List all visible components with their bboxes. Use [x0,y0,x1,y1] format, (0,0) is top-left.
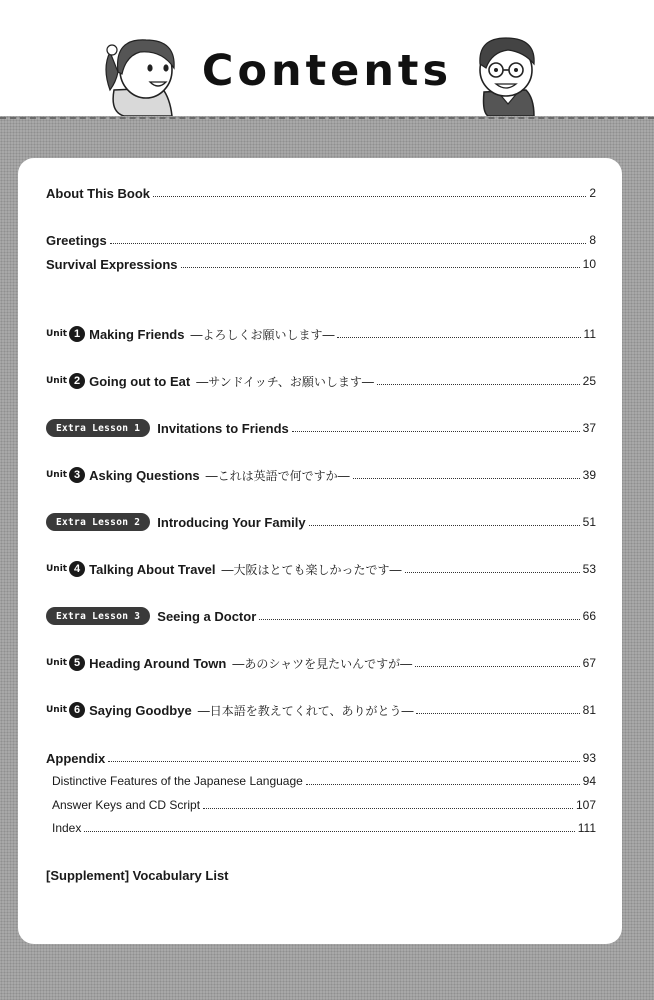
toc-entry-unit-4[interactable]: Unit 4 Talking About Travel ―大阪はとても楽しかったです― 53 [46,561,596,577]
contents-panel [18,158,622,944]
unit-number-icon: 5 [69,655,85,671]
toc-entry-unit-6[interactable]: Unit 6 Saying Goodbye ―日本語を教えてくれて、ありがとう― 81 [46,702,596,718]
header-dashed-divider [0,117,654,119]
extra-lesson-badge: Extra Lesson 3 [46,607,150,625]
toc-entry-survival[interactable]: Survival Expressions 10 [46,256,596,272]
toc-entry-appendix-answer-keys[interactable]: Answer Keys and CD Script 107 [52,798,596,812]
toc-entry-about[interactable]: About This Book 2 [46,185,596,201]
toc-entry-appendix-features[interactable]: Distinctive Features of the Japanese Language 94 [52,774,596,788]
unit-number-icon: 6 [69,702,85,718]
toc-entry-unit-2[interactable]: Unit 2 Going out to Eat ―サンドイッチ、お願いします― 25 [46,373,596,389]
toc-entry-unit-1[interactable]: Unit 1 Making Friends ―よろしくお願いします― 11 [46,326,596,342]
header [0,0,654,116]
unit-number-icon: 2 [69,373,85,389]
extra-lesson-badge: Extra Lesson 1 [46,419,150,437]
toc-entry-appendix[interactable]: Appendix 93 [46,750,596,766]
page-title: Contents [201,46,453,96]
toc-entry-extra-1[interactable]: Extra Lesson 1 Invitations to Friends 37 [46,418,596,438]
toc-entry-unit-5[interactable]: Unit 5 Heading Around Town ―あのシャツを見たいんですが― 67 [46,655,596,671]
unit-number-icon: 3 [69,467,85,483]
unit-number-icon: 4 [69,561,85,577]
extra-lesson-badge: Extra Lesson 2 [46,513,150,531]
toc-entry-extra-3[interactable]: Extra Lesson 3 Seeing a Doctor 66 [46,606,596,626]
toc-entry-supplement[interactable]: [Supplement] Vocabulary List [46,867,229,883]
toc-entry-extra-2[interactable]: Extra Lesson 2 Introducing Your Family 51 [46,512,596,532]
boy-character-illustration [462,28,552,116]
toc-entry-appendix-index[interactable]: Index 111 [52,821,596,835]
toc-entry-unit-3[interactable]: Unit 3 Asking Questions ―これは英語で何ですか― 39 [46,467,596,483]
unit-number-icon: 1 [69,326,85,342]
toc-entry-greetings[interactable]: Greetings 8 [46,232,596,248]
